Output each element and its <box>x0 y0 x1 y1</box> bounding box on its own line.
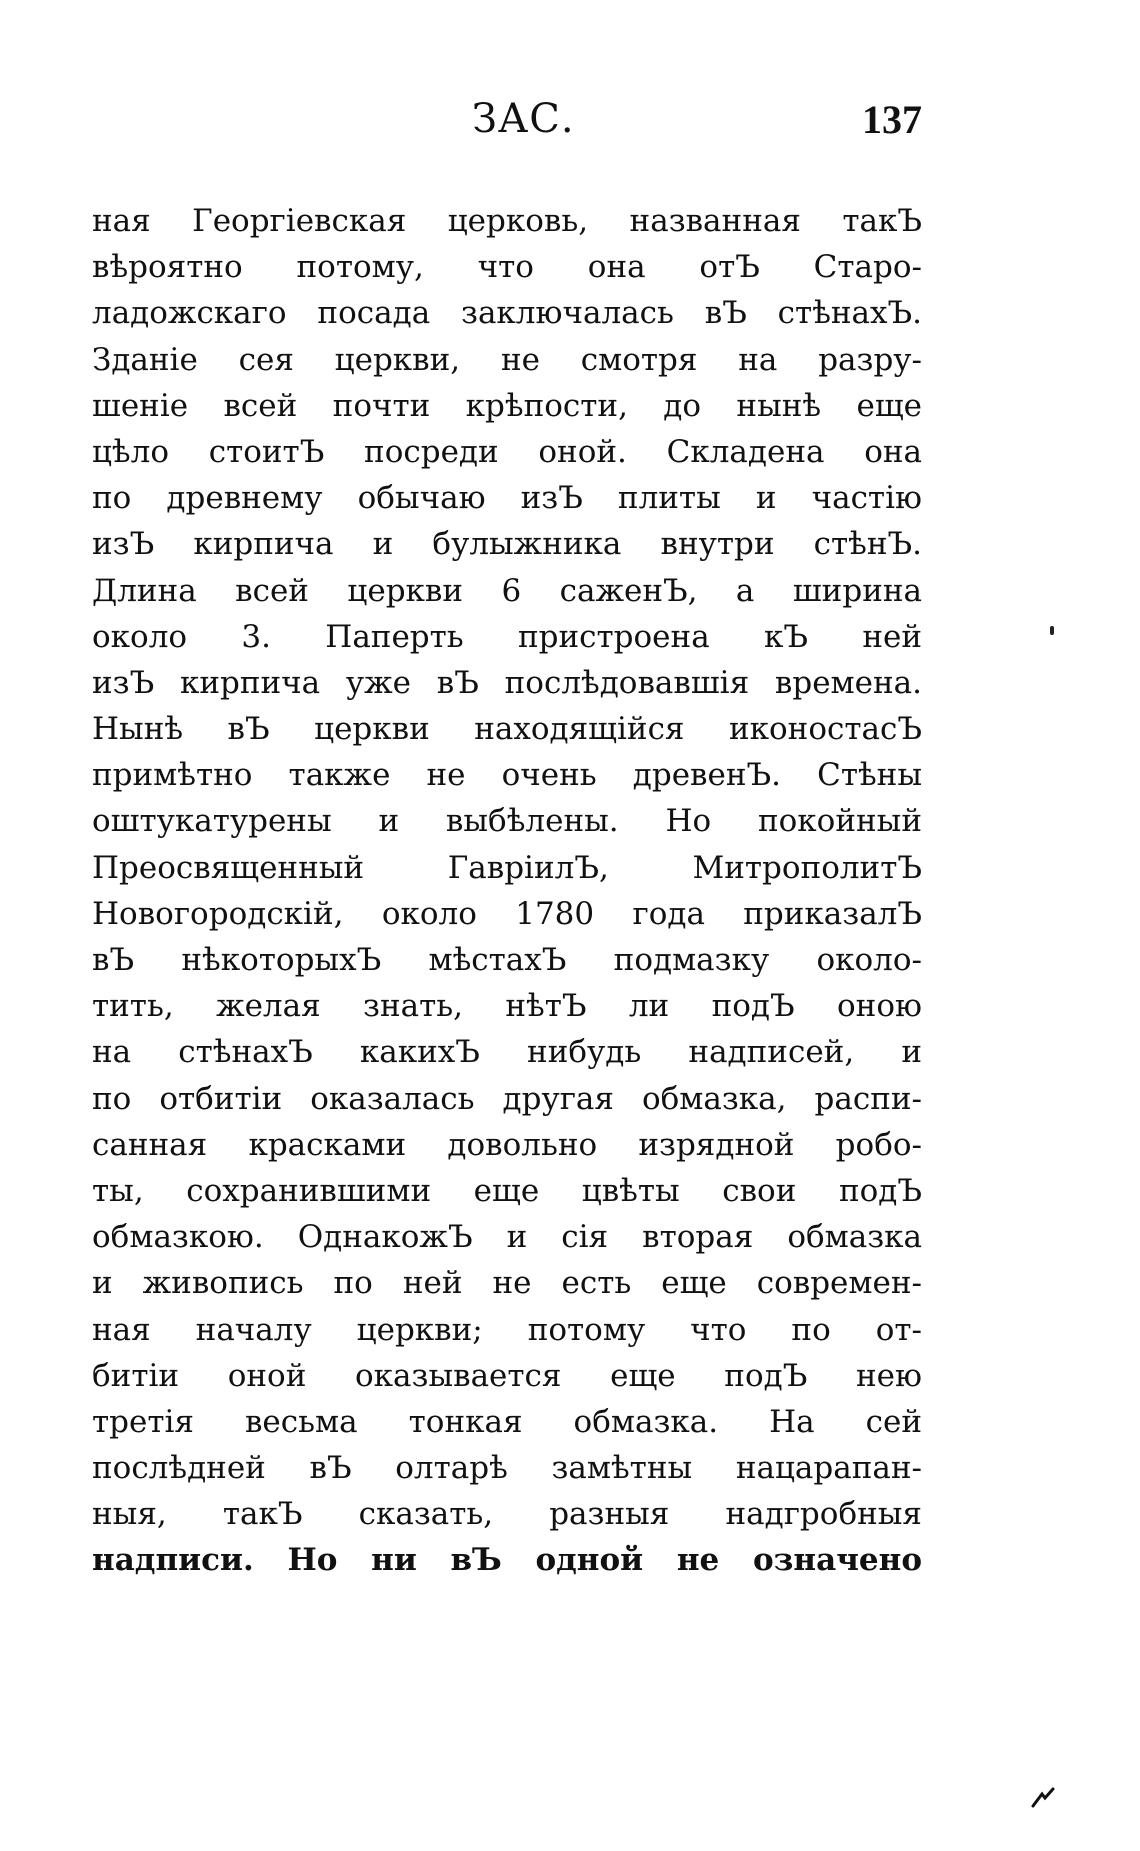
corner-ink-mark <box>1030 1784 1056 1810</box>
text-line: Зданіе сея церкви, не смотря на разру- <box>92 341 922 378</box>
text-line: шеніе всей почти крѣпости, до нынѣ еще <box>92 387 922 424</box>
text-line: изЪ кирпича и булыжника внутри стѣнЪ. <box>92 526 922 563</box>
text-line: и живопись по ней не есть еще современ- <box>92 1265 922 1302</box>
text-line: обмазкою. ОднакожЪ и сія вторая обмазка <box>92 1219 922 1256</box>
text-line: надписи. Но ни вЪ одной не означено <box>92 1542 922 1579</box>
text-line: третія весьма тонкая обмазка. На сей <box>92 1403 922 1440</box>
text-line: изЪ кирпича уже вЪ послѣдовавшія времена. <box>92 664 922 701</box>
text-line: санная красками довольно изрядной робо- <box>92 1126 922 1163</box>
text-line: на стѣнахЪ какихЪ нибудь надписей, и <box>92 1034 922 1071</box>
margin-speck <box>1050 626 1054 635</box>
body-text <box>92 198 922 1584</box>
text-line: ты, сохранившими еще цвѣты свои подЪ <box>92 1172 922 1209</box>
text-line: битіи оной оказывается еще подЪ нею <box>92 1357 922 1394</box>
text-line: Новогородскій, около 1780 года приказалЪ <box>92 895 922 932</box>
text-line: по древнему обычаю изЪ плиты и частію <box>92 480 922 517</box>
page-number: 137 <box>862 97 922 142</box>
text-line: вЪ нѣкоторыхЪ мѣстахЪ подмазку около- <box>92 942 922 978</box>
text-line: вѣроятно потому, что она отЪ Старо- <box>92 249 922 286</box>
text-line: Нынѣ вЪ церкви находящійся иконостасЪ <box>92 711 922 748</box>
text-line: тить, желая знать, нѣтЪ ли подЪ оною <box>92 988 922 1025</box>
page-header <box>92 96 922 156</box>
text-line: оштукатурены и выбѣлены. Но покойный <box>92 803 922 840</box>
text-line: Длина всей церкви 6 саженЪ, а ширина <box>92 572 922 609</box>
text-line: ныя, такЪ сказать, разныя надгробныя <box>92 1496 922 1533</box>
text-line: Преосвященный ГавріилЪ, МитрополитЪ <box>92 849 922 886</box>
text-line: цѣло стоитЪ посреди оной. Складена она <box>92 433 922 470</box>
text-line: около 3. Паперть пристроена кЪ ней <box>92 618 922 655</box>
running-head: ЗАС. <box>472 96 575 142</box>
text-line: ная началу церкви; потому что по от- <box>92 1311 922 1348</box>
text-line: по отбитіи оказалась другая обмазка, распи- <box>92 1080 922 1117</box>
text-line: примѣтно также не очень древенЪ. Стѣны <box>92 757 922 794</box>
text-line: ная Георгіевская церковь, названная такЪ <box>92 203 922 239</box>
text-line: послѣдней вЪ олтарѣ замѣтны нацарапан- <box>92 1450 922 1487</box>
text-line: ладожскаго посада заключалась вЪ стѣнахЪ. <box>92 295 922 332</box>
